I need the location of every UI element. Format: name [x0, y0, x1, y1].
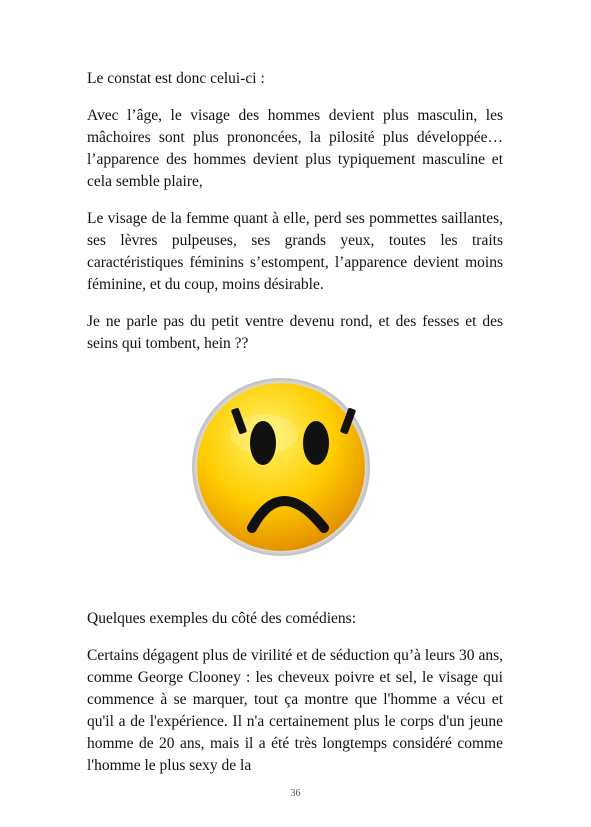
sad-smiley-image: [172, 368, 390, 568]
paragraph-belly: Je ne parle pas du petit ventre devenu rond, et des fesses et des seins qui tombent, hein ??: [87, 313, 503, 352]
right-eye: [303, 421, 329, 465]
smiley-face: [197, 383, 365, 551]
left-eye: [250, 421, 276, 465]
page-number: 36: [290, 788, 301, 799]
paragraph-examples-heading: Quelques exemples du côté des comédiens:: [87, 610, 357, 627]
paragraph-women-aging: Le visage de la femme quant à elle, perd ses pommettes saillantes, ses lèvres pulpeuses, ses grands yeux, toutes les traits caractéristiques féminins s’estompent, l’apparence devient moins féminine, et du coup, moins désirable.: [87, 210, 503, 293]
sad-smiley-icon: [172, 368, 390, 568]
paragraph-clooney: Certains dégagent plus de virilité et de séduction qu’à leurs 30 ans, comme George Clooney : les cheveux poivre et sel, le visage qui commence à se marquer, tout ça montre que l'homme a vécu et qu'il a de l'expérience. Il n'a certainement plus le corps d'un jeune homme de 20 ans, mais il a été très longtemps considéré comme l'homme le plus sexy de la: [87, 647, 503, 774]
paragraph-intro: Le constat est donc celui-ci :: [87, 70, 265, 87]
paragraph-men-aging: Avec l’âge, le visage des hommes devient plus masculin, les mâchoires sont plus prononcées, la pilosité plus développée… l’apparence des hommes devient plus typiquement masculine et cela semble plaire,: [87, 107, 503, 190]
